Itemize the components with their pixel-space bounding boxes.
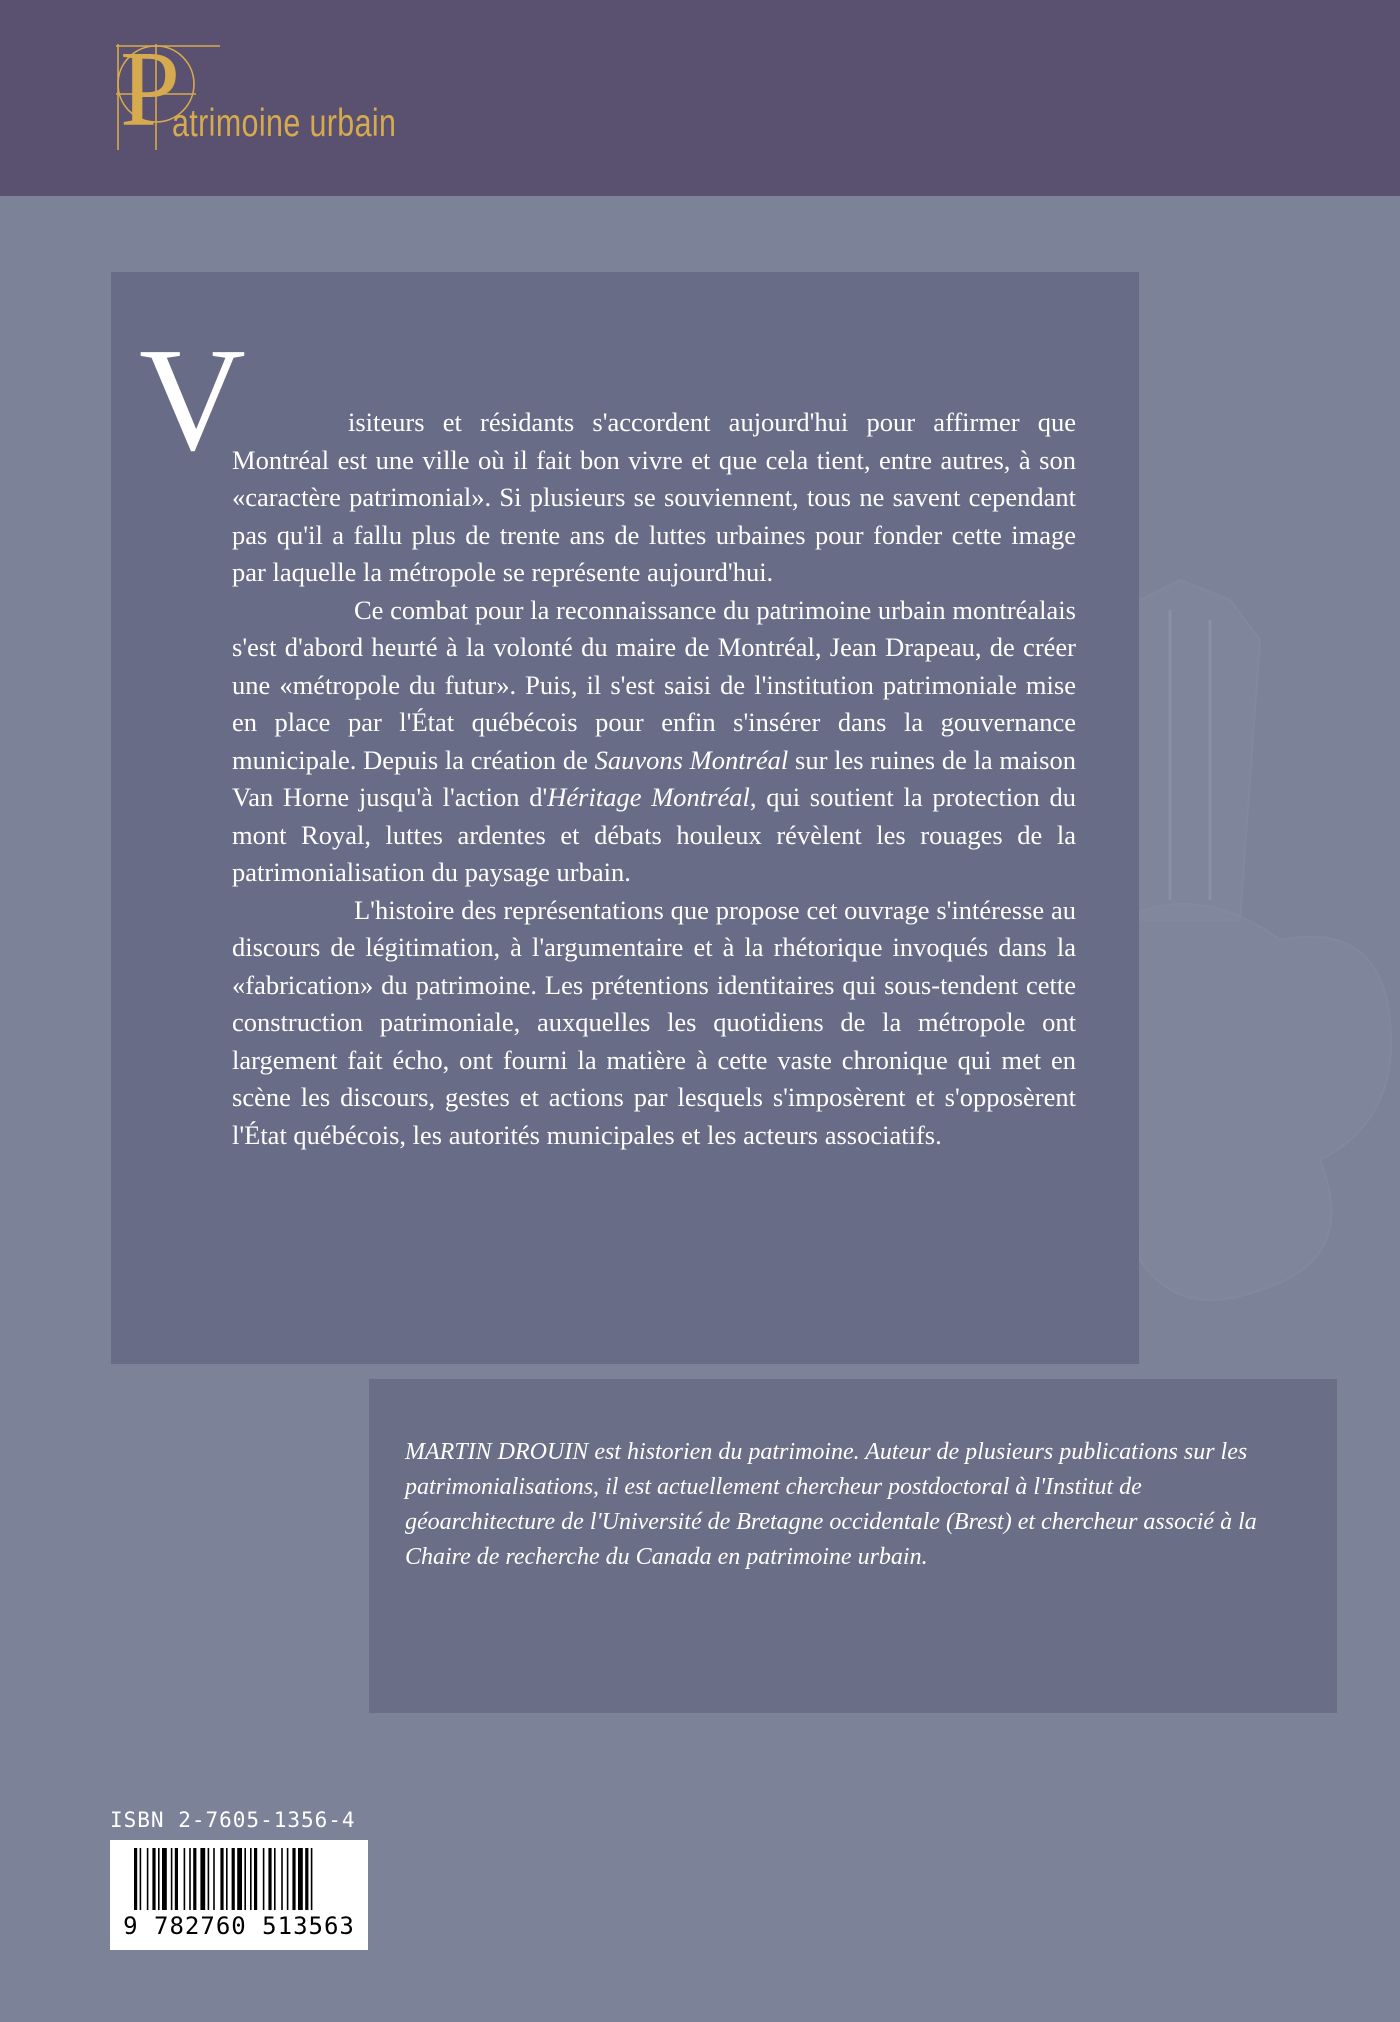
blurb-panel [111, 272, 1139, 1364]
blurb-paragraph-2-text-c: , qui soutient la protection du mont Royal, luttes ardentes et débats houleux révèlent les rouages de la patrimonialisation du paysage urbain. [232, 782, 1076, 887]
barcode [110, 1840, 368, 1950]
blurb-paragraph-2 [232, 592, 1076, 892]
blurb-paragraph-3: L'histoire des représentations que propose cet ouvrage s'intéresse au discours de légitimation, à l'argumentaire et à la rhétorique invoqués dans la «fabrication» du patrimoine. Les prétentions identitaires qui sous-tendent cette construction patrimoniale, auxquelles les quotidiens de la métropole ont largement fait écho, ont fourni la matière à cette vaste chronique qui met en scène les discours, gestes et actions par lesquels s'imposèrent et s'opposèrent l'État québécois, les autorités municipales et les acteurs associatifs. [232, 894, 1076, 1150]
blurb-paragraph-2-text-b: sur les ruines de la maison Van Horne jusqu'à l'action d' [232, 744, 1076, 812]
barcode-digits: 9 782760 513563 [123, 1912, 355, 1940]
header-band [0, 0, 1400, 196]
title-heritage-montreal: Héritage Montréal [547, 782, 750, 812]
blurb-text [232, 404, 1076, 1154]
drop-cap: V [139, 318, 246, 482]
blurb-paragraph-2-text-a: Ce combat pour la reconnaissance du patrimoine urbain montréalais s'est d'abord heurté à la volonté du maire de Montréal, Jean Drapeau, de créer une «métropole du futur». Puis, il s'est saisi de l'institution patrimoniale mise en place par l'État québécois pour enfin s'insérer dans la gouvernance municipale. Depuis la création de [232, 594, 1076, 775]
logo-initial: P [120, 30, 181, 149]
series-title: atrimoine urbain [172, 102, 397, 145]
author-bio: MARTIN DROUIN est historien du patrimoine. Auteur de plusieurs publications sur les patrimonialisations, il est actuellement chercheur postdoctoral à l'Institut de géoarchitecture de l'Université de Bretagne occidentale (Brest) et chercheur associé à la Chaire de recherche du Canada en patrimoine urbain. [405, 1439, 1257, 1570]
author-panel [369, 1379, 1337, 1713]
isbn-label: ISBN 2-7605-1356-4 [110, 1808, 356, 1832]
blurb-paragraph-1-text: isiteurs et résidants s'accordent aujourd'hui pour affirmer que Montréal est une ville où il fait bon vivre et que cela tient, entre autres, à son «caractère patrimonial». Si plusieurs se souviennent, tous ne savent cependant pas qu'il a fallu plus de trente ans de luttes urbaines pour fonder cette image par laquelle la métropole se représente aujourd'hui. [232, 407, 1076, 587]
blurb-paragraph-1 [232, 404, 1076, 592]
title-sauvons-montreal: Sauvons Montréal [594, 744, 789, 775]
series-logo [116, 30, 476, 164]
barcode-bars [110, 1840, 368, 1912]
